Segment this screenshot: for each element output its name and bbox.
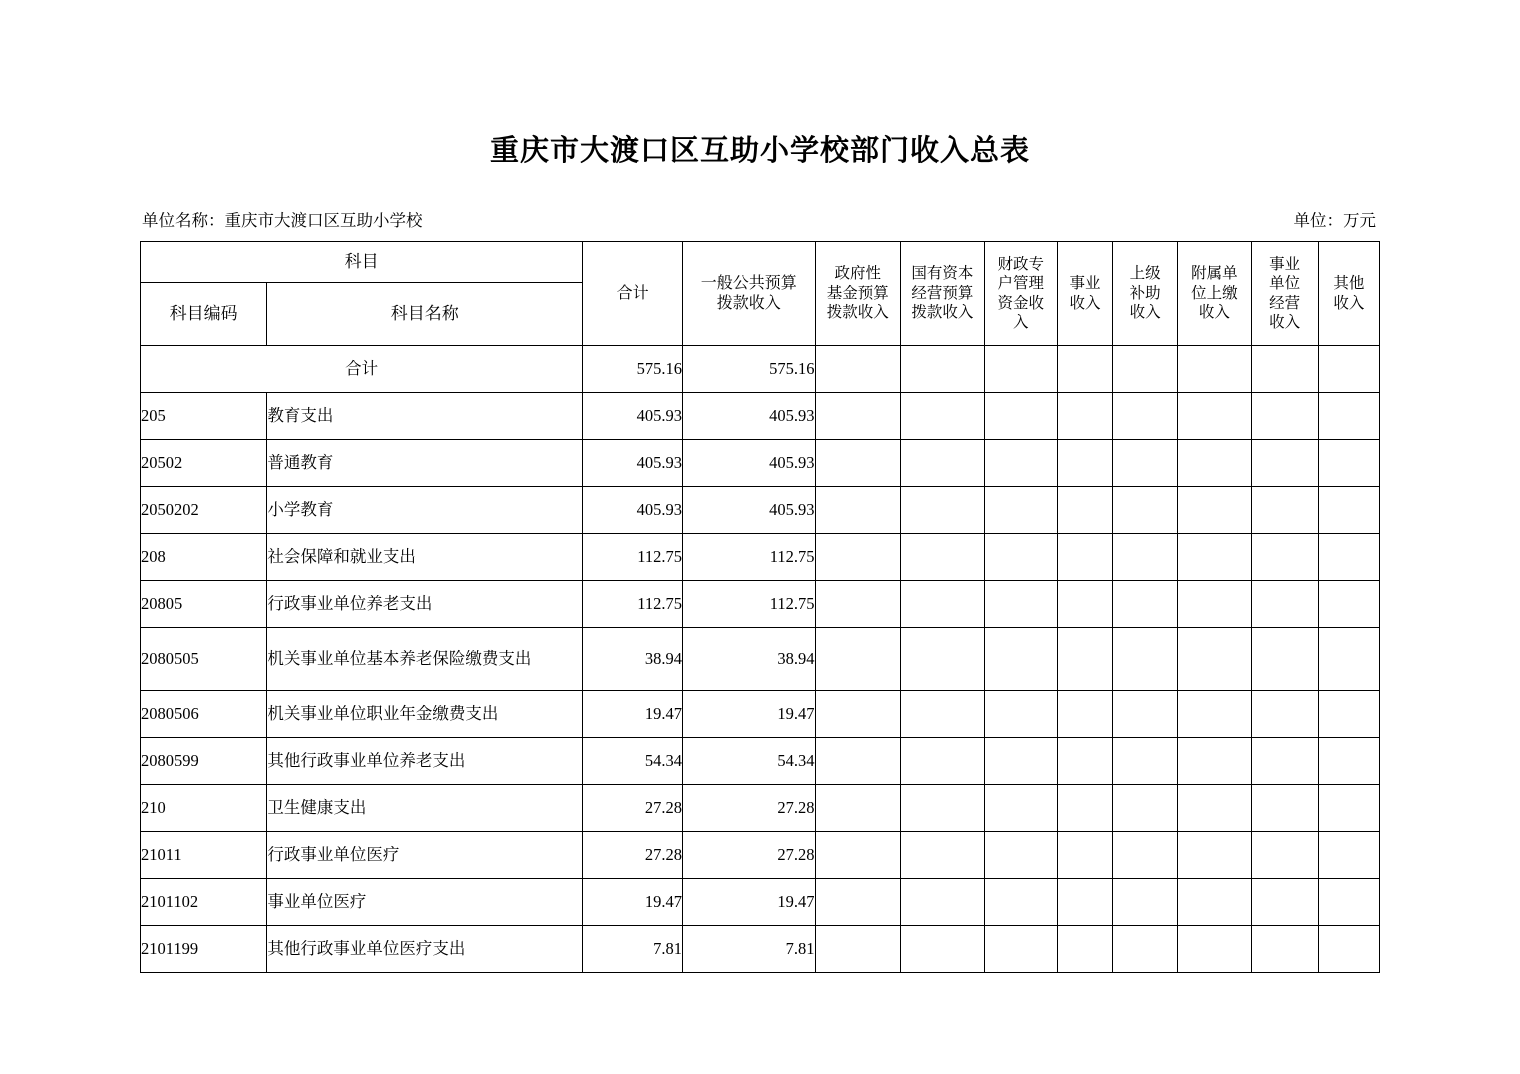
row-cell-state-capital (901, 534, 985, 581)
row-cell-superior-subsidy (1113, 785, 1178, 832)
header-subject-group: 科目 (141, 242, 583, 283)
row-subject-name: 社会保障和就业支出 (267, 534, 583, 581)
table-row (141, 487, 1380, 534)
row-cell-superior-subsidy (1113, 534, 1178, 581)
header-state-capital: 国有资本 经营预算 拨款收入 (901, 242, 985, 346)
row-cell-public-budget: 19.47 (683, 691, 815, 738)
row-cell-special-account (984, 926, 1057, 973)
row-cell-other (1318, 926, 1379, 973)
row-cell-state-capital (901, 691, 985, 738)
header-special-account: 财政专 户管理 资金收 入 (984, 242, 1057, 346)
row-cell-business (1057, 487, 1112, 534)
row-cell-total: 112.75 (583, 534, 683, 581)
row-cell-affiliate-turnover (1178, 738, 1251, 785)
row-cell-other (1318, 879, 1379, 926)
row-cell-total: 38.94 (583, 628, 683, 691)
row-cell-affiliate-turnover (1178, 785, 1251, 832)
row-cell-public-budget: 54.34 (683, 738, 815, 785)
row-subject-name: 卫生健康支出 (267, 785, 583, 832)
row-cell-public-budget: 7.81 (683, 926, 815, 973)
table-row (141, 581, 1380, 628)
row-cell-other (1318, 393, 1379, 440)
row-cell-affiliate-turnover (1178, 393, 1251, 440)
row-cell-public-budget: 405.93 (683, 393, 815, 440)
row-subject-code: 21011 (141, 832, 267, 879)
row-cell-business (1057, 691, 1112, 738)
row-cell-gov-fund (815, 926, 901, 973)
row-subject-name: 其他行政事业单位养老支出 (267, 738, 583, 785)
row-cell-public-budget: 38.94 (683, 628, 815, 691)
row-cell-business (1057, 346, 1112, 393)
row-cell-affiliate-turnover (1178, 879, 1251, 926)
row-cell-business-operation (1251, 738, 1318, 785)
row-cell-gov-fund (815, 346, 901, 393)
row-cell-state-capital (901, 581, 985, 628)
row-cell-gov-fund (815, 534, 901, 581)
row-cell-affiliate-turnover (1178, 581, 1251, 628)
row-cell-other (1318, 487, 1379, 534)
row-cell-special-account (984, 738, 1057, 785)
table-row (141, 440, 1380, 487)
row-cell-state-capital (901, 487, 985, 534)
row-cell-state-capital (901, 628, 985, 691)
row-cell-gov-fund (815, 691, 901, 738)
row-cell-other (1318, 785, 1379, 832)
row-cell-business (1057, 832, 1112, 879)
row-cell-total: 19.47 (583, 879, 683, 926)
row-cell-public-budget: 27.28 (683, 832, 815, 879)
header-superior-subsidy: 上级 补助 收入 (1113, 242, 1178, 346)
header-subject-code: 科目编码 (141, 283, 267, 346)
row-cell-gov-fund (815, 832, 901, 879)
row-cell-superior-subsidy (1113, 346, 1178, 393)
row-cell-affiliate-turnover (1178, 534, 1251, 581)
row-cell-business (1057, 879, 1112, 926)
row-cell-public-budget: 27.28 (683, 785, 815, 832)
row-cell-gov-fund (815, 393, 901, 440)
row-cell-superior-subsidy (1113, 628, 1178, 691)
row-subject-code: 208 (141, 534, 267, 581)
row-cell-gov-fund (815, 581, 901, 628)
table-meta (140, 169, 1380, 231)
row-cell-total: 405.93 (583, 487, 683, 534)
row-cell-total: 54.34 (583, 738, 683, 785)
row-cell-business (1057, 785, 1112, 832)
row-cell-business-operation (1251, 832, 1318, 879)
row-subject-code: 2080506 (141, 691, 267, 738)
row-cell-total: 19.47 (583, 691, 683, 738)
row-cell-affiliate-turnover (1178, 926, 1251, 973)
row-total-label: 合计 (141, 346, 583, 393)
table-row (141, 738, 1380, 785)
row-subject-code: 2080505 (141, 628, 267, 691)
row-cell-total: 7.81 (583, 926, 683, 973)
row-cell-total: 112.75 (583, 581, 683, 628)
row-cell-affiliate-turnover (1178, 691, 1251, 738)
row-subject-name: 小学教育 (267, 487, 583, 534)
row-cell-special-account (984, 440, 1057, 487)
row-cell-gov-fund (815, 440, 901, 487)
row-subject-name: 机关事业单位职业年金缴费支出 (267, 691, 583, 738)
row-cell-superior-subsidy (1113, 832, 1178, 879)
row-cell-superior-subsidy (1113, 926, 1178, 973)
row-cell-state-capital (901, 346, 985, 393)
row-cell-state-capital (901, 440, 985, 487)
row-cell-superior-subsidy (1113, 581, 1178, 628)
row-subject-code: 210 (141, 785, 267, 832)
row-cell-business (1057, 393, 1112, 440)
row-subject-name: 事业单位医疗 (267, 879, 583, 926)
row-cell-affiliate-turnover (1178, 832, 1251, 879)
amount-unit: 单位：万元 (1293, 211, 1376, 230)
row-cell-superior-subsidy (1113, 691, 1178, 738)
unit-name-label: 单位名称： (142, 211, 225, 230)
row-subject-name: 教育支出 (267, 393, 583, 440)
row-cell-public-budget: 405.93 (683, 487, 815, 534)
row-cell-superior-subsidy (1113, 393, 1178, 440)
table-row (141, 832, 1380, 879)
row-cell-affiliate-turnover (1178, 628, 1251, 691)
row-cell-special-account (984, 628, 1057, 691)
row-subject-name: 其他行政事业单位医疗支出 (267, 926, 583, 973)
row-cell-superior-subsidy (1113, 738, 1178, 785)
row-cell-public-budget: 19.47 (683, 879, 815, 926)
row-subject-code: 20502 (141, 440, 267, 487)
row-cell-business (1057, 440, 1112, 487)
table-row (141, 534, 1380, 581)
row-cell-special-account (984, 581, 1057, 628)
row-cell-business-operation (1251, 691, 1318, 738)
row-cell-gov-fund (815, 628, 901, 691)
row-subject-name: 行政事业单位养老支出 (267, 581, 583, 628)
row-cell-special-account (984, 832, 1057, 879)
row-cell-other (1318, 738, 1379, 785)
row-subject-code: 20805 (141, 581, 267, 628)
table-row (141, 628, 1380, 691)
table-row (141, 879, 1380, 926)
header-total: 合计 (583, 242, 683, 346)
unit-name (140, 207, 423, 231)
row-cell-business-operation (1251, 393, 1318, 440)
row-cell-business-operation (1251, 628, 1318, 691)
row-cell-superior-subsidy (1113, 440, 1178, 487)
row-cell-business (1057, 534, 1112, 581)
header-business-operation: 事业 单位 经营 收入 (1251, 242, 1318, 346)
header-business-income: 事业 收入 (1057, 242, 1112, 346)
row-cell-gov-fund (815, 785, 901, 832)
row-subject-code: 205 (141, 393, 267, 440)
row-subject-name: 普通教育 (267, 440, 583, 487)
header-other-income: 其他 收入 (1318, 242, 1379, 346)
row-cell-business (1057, 581, 1112, 628)
row-cell-total: 27.28 (583, 785, 683, 832)
row-cell-total: 405.93 (583, 393, 683, 440)
row-cell-state-capital (901, 738, 985, 785)
row-cell-gov-fund (815, 879, 901, 926)
row-cell-superior-subsidy (1113, 879, 1178, 926)
row-cell-other (1318, 691, 1379, 738)
row-subject-name: 行政事业单位医疗 (267, 832, 583, 879)
row-cell-business-operation (1251, 581, 1318, 628)
row-cell-gov-fund (815, 738, 901, 785)
row-cell-other (1318, 440, 1379, 487)
row-cell-state-capital (901, 832, 985, 879)
row-cell-special-account (984, 785, 1057, 832)
row-cell-other (1318, 628, 1379, 691)
row-cell-business-operation (1251, 346, 1318, 393)
row-subject-code: 2101102 (141, 879, 267, 926)
table-row (141, 926, 1380, 973)
row-cell-state-capital (901, 879, 985, 926)
row-subject-code: 2080599 (141, 738, 267, 785)
row-subject-name: 机关事业单位基本养老保险缴费支出 (267, 628, 583, 691)
row-subject-code: 2101199 (141, 926, 267, 973)
row-cell-total: 575.16 (583, 346, 683, 393)
row-cell-special-account (984, 534, 1057, 581)
header-gov-fund: 政府性 基金预算 拨款收入 (815, 242, 901, 346)
row-cell-affiliate-turnover (1178, 346, 1251, 393)
table-body (141, 346, 1380, 973)
row-cell-state-capital (901, 926, 985, 973)
table-row (141, 785, 1380, 832)
row-cell-special-account (984, 879, 1057, 926)
row-cell-superior-subsidy (1113, 487, 1178, 534)
table-row (141, 346, 1380, 393)
row-cell-public-budget: 575.16 (683, 346, 815, 393)
row-cell-business-operation (1251, 785, 1318, 832)
row-cell-business (1057, 926, 1112, 973)
row-cell-public-budget: 405.93 (683, 440, 815, 487)
row-cell-other (1318, 534, 1379, 581)
row-cell-special-account (984, 393, 1057, 440)
row-cell-state-capital (901, 785, 985, 832)
table-row (141, 691, 1380, 738)
row-cell-public-budget: 112.75 (683, 534, 815, 581)
unit-name-value: 重庆市大渡口区互助小学校 (224, 211, 423, 230)
row-cell-special-account (984, 346, 1057, 393)
header-row-1 (141, 242, 1380, 283)
row-cell-business (1057, 628, 1112, 691)
header-affiliate-turnover: 附属单 位上缴 收入 (1178, 242, 1251, 346)
header-subject-name: 科目名称 (267, 283, 583, 346)
page-title: 重庆市大渡口区互助小学校部门收入总表 (489, 135, 1030, 167)
row-cell-state-capital (901, 393, 985, 440)
row-cell-business-operation (1251, 879, 1318, 926)
row-cell-affiliate-turnover (1178, 487, 1251, 534)
row-cell-gov-fund (815, 487, 901, 534)
row-cell-business-operation (1251, 926, 1318, 973)
table-header (141, 242, 1380, 346)
row-cell-other (1318, 832, 1379, 879)
budget-income-table (140, 241, 1380, 973)
row-cell-special-account (984, 487, 1057, 534)
row-cell-total: 405.93 (583, 440, 683, 487)
row-cell-total: 27.28 (583, 832, 683, 879)
table-row (141, 393, 1380, 440)
row-cell-special-account (984, 691, 1057, 738)
row-cell-other (1318, 581, 1379, 628)
row-cell-business-operation (1251, 534, 1318, 581)
row-cell-affiliate-turnover (1178, 440, 1251, 487)
header-public-budget: 一般公共预算 拨款收入 (683, 242, 815, 346)
row-cell-other (1318, 346, 1379, 393)
row-cell-business (1057, 738, 1112, 785)
row-subject-code: 2050202 (141, 487, 267, 534)
row-cell-business-operation (1251, 487, 1318, 534)
row-cell-public-budget: 112.75 (683, 581, 815, 628)
row-cell-business-operation (1251, 440, 1318, 487)
